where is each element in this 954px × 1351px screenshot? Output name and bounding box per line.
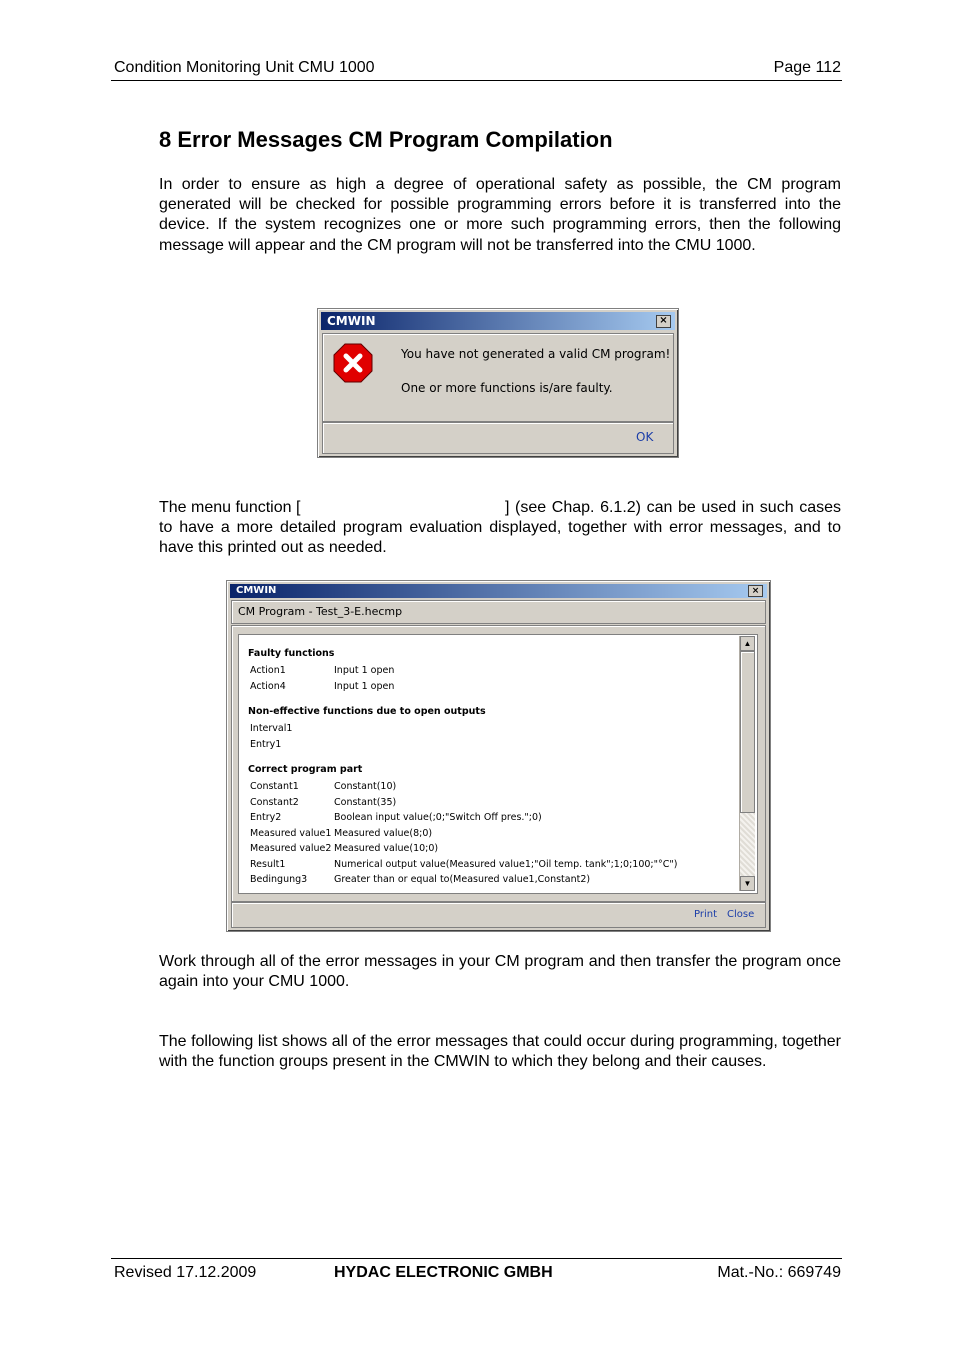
noneffective-table	[250, 721, 292, 752]
function-value: Measured value(10;0)	[334, 843, 439, 855]
evaluation-dialog	[226, 580, 771, 932]
scroll-thumb[interactable]	[740, 651, 755, 813]
faulty-heading: Faulty functions	[248, 648, 335, 659]
error-message-line1: You have not generated a valid CM program!	[401, 347, 671, 361]
function-name: Interval1	[250, 723, 293, 735]
vertical-scrollbar[interactable]	[739, 636, 755, 891]
function-value: Input 1 open	[334, 680, 395, 692]
table-row	[250, 679, 394, 695]
evaluation-dialog-footer	[231, 902, 766, 928]
function-value: Constant(35)	[334, 796, 397, 808]
evaluation-content-frame	[231, 625, 766, 902]
table-row	[250, 810, 677, 826]
table-row	[250, 872, 677, 888]
footer-material-number: Mat.-No.: 669749	[717, 1264, 841, 1281]
function-value: Measured value(8;0)	[334, 827, 433, 839]
function-value: Numerical output value(Measured value1;"Oil temp. tank";1;0;100;"°C")	[334, 858, 678, 870]
function-name: Action1	[250, 665, 286, 677]
error-message-line2: One or more functions is/are faulty.	[401, 381, 613, 395]
ok-button[interactable]: OK	[636, 430, 654, 444]
function-value: Boolean input value(;0;"Switch Off pres.";0)	[334, 812, 542, 824]
menu-text-start: The menu function [	[159, 499, 301, 516]
table-row	[250, 663, 394, 679]
evaluation-report[interactable]	[238, 634, 758, 894]
close-icon[interactable]: ×	[656, 315, 671, 328]
function-value: Greater than or equal to(Measured value1,Constant2)	[334, 874, 591, 886]
error-x-icon	[333, 343, 373, 383]
faulty-table	[250, 663, 394, 694]
work-paragraph: Work through all of the error messages in your CM program and then transfer the program once again into your CMU 1000.	[159, 953, 841, 991]
section-heading: 8 Error Messages CM Program Compilation	[159, 127, 613, 152]
header-title: Condition Monitoring Unit CMU 1000	[114, 59, 375, 76]
table-row	[250, 737, 292, 753]
function-name: Constant2	[250, 796, 299, 808]
function-name: Measured value1	[250, 827, 332, 839]
list-paragraph: The following list shows all of the error messages that could occur during programming, together with the function groups present in the CMWIN to which they belong and their causes.	[159, 1033, 841, 1071]
header-page-number: Page 112	[773, 59, 841, 76]
scroll-up-icon[interactable]: ▲	[740, 636, 755, 651]
intro-paragraph: In order to ensure as high a degree of operational safety as possible, the CM program generated will be checked for possible programming errors before it is transferred into the device. If the system recognizes one or more such programming errors, then the following message will appear and the CM program will not be transferred into the CMU 1000.	[159, 176, 841, 254]
function-name: Constant1	[250, 781, 299, 793]
print-button[interactable]: Print	[694, 909, 718, 920]
error-dialog-titlebar	[321, 312, 675, 330]
error-dialog-title: CMWIN	[327, 314, 376, 328]
error-dialog-footer	[322, 422, 674, 454]
function-name: Action4	[250, 680, 286, 692]
close-button[interactable]: Close	[727, 909, 755, 920]
footer-company: HYDAC ELECTRONIC GMBH	[334, 1264, 553, 1281]
function-value: Input 1 open	[334, 665, 395, 677]
function-name: Bedingung3	[250, 874, 308, 886]
correct-heading: Correct program part	[248, 764, 363, 775]
scroll-down-icon[interactable]: ▼	[740, 876, 755, 891]
close-icon[interactable]: ×	[748, 585, 763, 597]
page-header	[111, 58, 842, 81]
program-file-title: CM Program - Test_3-E.hecmp	[238, 605, 403, 618]
table-row	[250, 795, 677, 811]
function-value: Constant(10)	[334, 781, 397, 793]
error-dialog	[317, 308, 679, 458]
noneffective-heading: Non-effective functions due to open outputs	[248, 706, 486, 717]
function-name: Result1	[250, 858, 286, 870]
table-row	[250, 779, 677, 795]
page-footer	[111, 1258, 842, 1281]
table-row	[250, 841, 677, 857]
correct-table	[250, 779, 677, 888]
menu-paragraph-body: ] (see Chap. 6.1.2) can be used in such cases to have a more detailed program evaluation displayed, together with error messages, and to have this printed out as needed.	[159, 499, 841, 557]
evaluation-dialog-titlebar	[230, 584, 767, 598]
function-name: Measured value2	[250, 843, 332, 855]
table-row	[250, 826, 677, 842]
table-row	[250, 721, 292, 737]
evaluation-dialog-title: CMWIN	[236, 585, 277, 596]
function-name: Entry1	[250, 738, 282, 750]
function-name: Entry2	[250, 812, 282, 824]
footer-revision: Revised 17.12.2009	[114, 1264, 257, 1281]
evaluation-dialog-header	[231, 600, 766, 624]
table-row	[250, 857, 677, 873]
error-dialog-body	[322, 333, 674, 422]
